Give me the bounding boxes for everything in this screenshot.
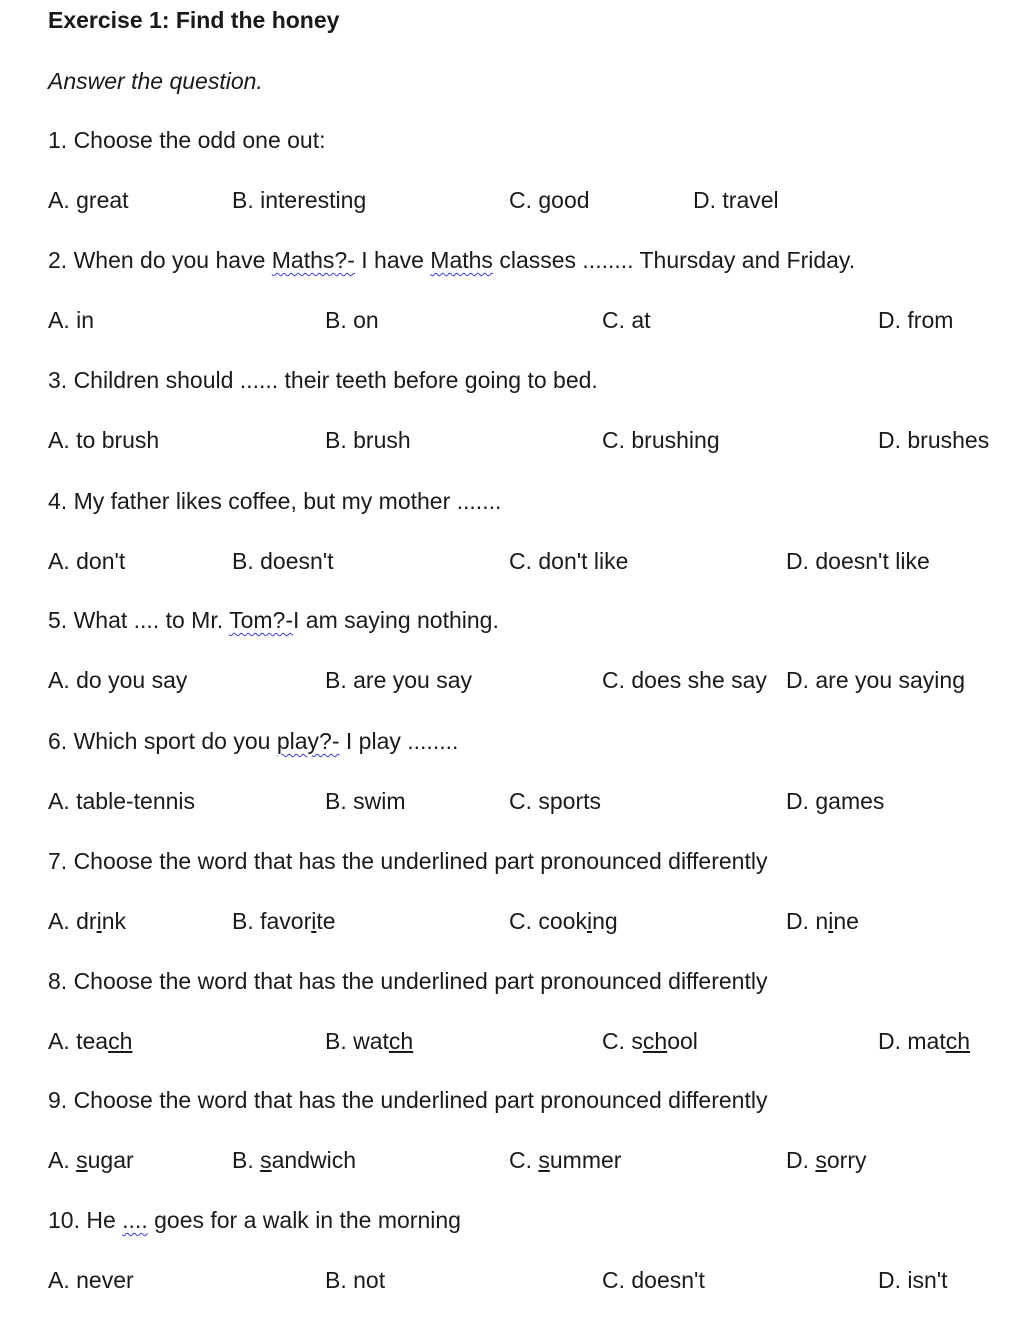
question-9-option-a[interactable] (48, 1146, 134, 1174)
option-pre: C. good (509, 187, 590, 213)
option-pre: A. (48, 1147, 77, 1173)
option-u: i (828, 908, 834, 934)
option-pre: B. swim (325, 788, 406, 814)
question-8-option-d[interactable] (878, 1027, 970, 1055)
question-7-option-c[interactable] (509, 907, 618, 935)
question-4-option-c[interactable] (509, 547, 628, 575)
option-u: ch (642, 1028, 668, 1054)
prompt-before: 1. Choose the odd one out: (48, 127, 326, 153)
prompt-sq1: Tom?- (229, 607, 293, 633)
option-pre: D. are you saying (786, 667, 965, 693)
prompt-mid: goes for a walk in the morning (147, 1207, 461, 1233)
option-u: ch (108, 1028, 133, 1054)
option-u: s (538, 1147, 550, 1173)
prompt-mid: I am saying nothing. (293, 607, 499, 633)
option-pre: D. from (878, 307, 954, 333)
option-pre: C. does she say (602, 667, 767, 693)
question-1-prompt (48, 126, 326, 154)
option-post: nk (101, 908, 126, 934)
question-8-option-b[interactable] (325, 1027, 413, 1055)
option-pre: B. not (325, 1267, 386, 1293)
option-pre: D. games (786, 788, 885, 814)
question-6-option-c[interactable] (509, 787, 601, 815)
option-pre: D. isn't (878, 1267, 948, 1293)
question-7-option-a[interactable] (48, 907, 126, 935)
question-1-option-a[interactable] (48, 186, 129, 214)
prompt-sq2: Maths (430, 247, 493, 273)
question-10-option-d[interactable] (878, 1266, 948, 1294)
instruction: Answer the question. (48, 68, 263, 94)
question-3-prompt (48, 366, 598, 394)
prompt-mid: I have (354, 247, 431, 273)
question-1-option-b[interactable] (232, 186, 366, 214)
option-pre: B. wat (325, 1028, 389, 1054)
prompt-before: 6. Which sport do you (48, 728, 277, 754)
question-2-option-b[interactable] (325, 306, 379, 334)
question-9-option-b[interactable] (232, 1146, 356, 1174)
option-pre: D. mat (878, 1028, 946, 1054)
prompt-before: 9. Choose the word that has the underlined part pronounced differently (48, 1087, 768, 1113)
question-10-option-b[interactable] (325, 1266, 385, 1294)
exercise-title: Exercise 1: Find the honey (48, 7, 340, 33)
question-9-option-d[interactable] (786, 1146, 867, 1174)
question-10-option-c[interactable] (602, 1266, 705, 1294)
prompt-before: 2. When do you have (48, 247, 272, 273)
option-pre: D. travel (693, 187, 779, 213)
prompt-sq1: Maths?- (271, 247, 355, 273)
option-post: te (316, 908, 336, 934)
option-pre: A. dr (48, 908, 97, 934)
option-pre: B. favor (232, 908, 312, 934)
option-post: ool (667, 1028, 698, 1054)
prompt-sq1: play?- (276, 728, 340, 754)
option-pre: C. brushing (602, 427, 720, 453)
option-pre: A. tea (48, 1028, 109, 1054)
option-pre: B. (232, 1147, 261, 1173)
question-2-option-a[interactable] (48, 306, 94, 334)
question-4-option-d[interactable] (786, 547, 930, 575)
option-pre: D. n (786, 908, 829, 934)
option-pre: A. table-tennis (48, 788, 196, 814)
option-pre: B. brush (325, 427, 411, 453)
question-6-option-d[interactable] (786, 787, 884, 815)
question-5-option-b[interactable] (325, 666, 472, 694)
option-pre: C. cook (509, 908, 587, 934)
option-post: orry (826, 1147, 867, 1173)
question-9-option-c[interactable] (509, 1146, 621, 1174)
question-5-option-c[interactable] (602, 666, 767, 694)
question-10-option-a[interactable] (48, 1266, 134, 1294)
question-7-option-d[interactable] (786, 907, 859, 935)
option-pre: C. don't like (509, 548, 629, 574)
question-3-option-c[interactable] (602, 426, 720, 454)
question-10-prompt (48, 1206, 461, 1234)
option-pre: C. (509, 1147, 539, 1173)
option-u: s (260, 1147, 272, 1173)
prompt-before: 10. He (48, 1207, 123, 1233)
prompt-mid: I play ........ (339, 728, 459, 754)
option-u: i (311, 908, 317, 934)
question-1-option-d[interactable] (693, 186, 779, 214)
option-pre: A. don't (48, 548, 126, 574)
option-u: i (586, 908, 593, 934)
prompt-sq1: .... (122, 1207, 148, 1233)
option-pre: A. in (48, 307, 95, 333)
question-3-option-b[interactable] (325, 426, 411, 454)
option-post: ummer (549, 1147, 622, 1173)
question-8-prompt (48, 967, 767, 995)
option-pre: C. doesn't (602, 1267, 705, 1293)
question-9-prompt (48, 1086, 767, 1114)
option-pre: A. do you say (48, 667, 188, 693)
question-1-option-c[interactable] (509, 186, 590, 214)
question-3-option-d[interactable] (878, 426, 989, 454)
prompt-before: 5. What .... to Mr. (48, 607, 230, 633)
question-5-option-a[interactable] (48, 666, 187, 694)
option-u: s (815, 1147, 827, 1173)
prompt-before: 8. Choose the word that has the underlined part pronounced differently (48, 968, 768, 994)
question-2-prompt (48, 246, 855, 274)
option-pre: A. great (48, 187, 129, 213)
option-pre: C. at (602, 307, 651, 333)
question-2-option-d[interactable] (878, 306, 953, 334)
prompt-before: 4. My father likes coffee, but my mother ....... (48, 488, 502, 514)
prompt-before: 3. Children should ...... their teeth before going to bed. (48, 367, 598, 393)
option-pre: C. s (602, 1028, 643, 1054)
option-pre: C. sports (509, 788, 602, 814)
option-pre: A. to brush (48, 427, 160, 453)
question-3-option-a[interactable] (48, 426, 159, 454)
question-6-prompt (48, 727, 458, 755)
question-4-option-b[interactable] (232, 547, 334, 575)
option-u: ch (945, 1028, 971, 1054)
option-pre: B. interesting (232, 187, 367, 213)
option-post: ne (833, 908, 859, 934)
option-pre: B. are you say (325, 667, 473, 693)
question-5-prompt (48, 606, 499, 634)
prompt-after: classes ........ Thursday and Friday. (492, 247, 856, 273)
option-pre: A. never (48, 1267, 134, 1293)
question-8-option-c[interactable] (602, 1027, 698, 1055)
option-pre: D. doesn't like (786, 548, 930, 574)
option-post: andwich (271, 1147, 357, 1173)
option-u: s (76, 1147, 88, 1173)
question-2-option-c[interactable] (602, 306, 651, 334)
option-pre: D. (786, 1147, 816, 1173)
question-6-option-b[interactable] (325, 787, 406, 815)
option-post: ugar (87, 1147, 134, 1173)
question-7-option-b[interactable] (232, 907, 336, 935)
option-post: ng (592, 908, 618, 934)
option-u: i (96, 908, 102, 934)
question-5-option-d[interactable] (786, 666, 965, 694)
option-pre: B. on (325, 307, 379, 333)
option-pre: B. doesn't (232, 548, 334, 574)
option-pre: D. brushes (878, 427, 990, 453)
prompt-before: 7. Choose the word that has the underlined part pronounced differently (48, 848, 768, 874)
question-4-option-a[interactable] (48, 547, 125, 575)
question-4-prompt (48, 487, 501, 515)
question-7-prompt (48, 847, 767, 875)
question-6-option-a[interactable] (48, 787, 195, 815)
option-u: ch (388, 1028, 414, 1054)
question-8-option-a[interactable] (48, 1027, 132, 1055)
